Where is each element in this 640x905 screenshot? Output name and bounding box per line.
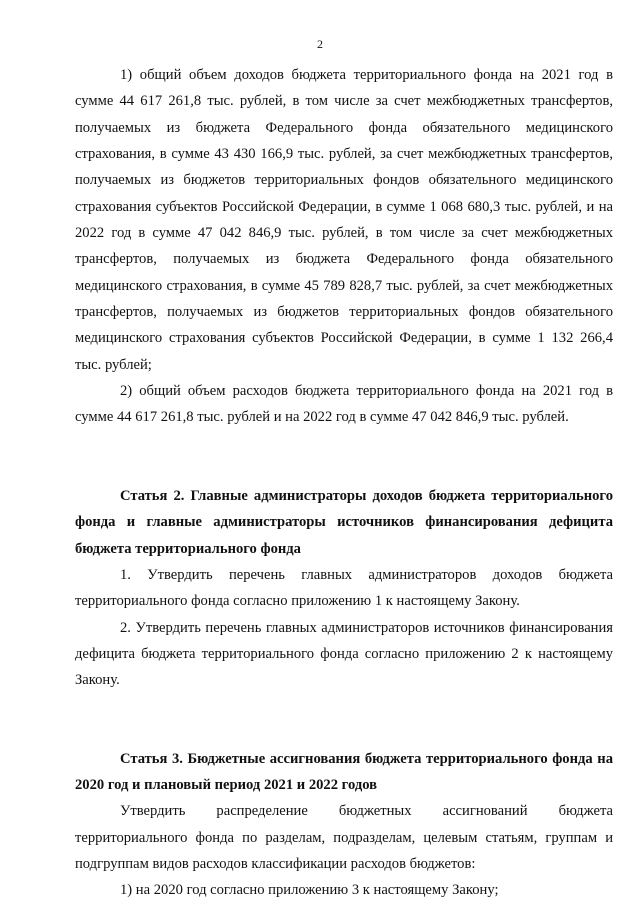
document-body [75, 62, 613, 904]
article-3-heading: Статья 3. Бюджетные ассигнования бюджета территориального фонда на 2020 год и плановый период 2021 и 2022 годов [75, 750, 613, 793]
article-3-item-1: 1) на 2020 год согласно приложению 3 к настоящему Закону; [120, 882, 499, 899]
section-spacer [75, 431, 613, 457]
article-2-item-1: 1. Утвердить перечень главных администраторов доходов бюджета территориального фонда согласно приложению 1 к настоящему Закону. [75, 566, 613, 610]
paragraph-expense-total: 2) общий объем расходов бюджета территориального фонда на 2021 год в сумме 44 617 261,8 тыс. рублей и на 2022 год в сумме 47 042 846,9 тыс. рублей. [75, 383, 613, 426]
article-2-heading: Статья 2. Главные администраторы доходов бюджета территориального фонда и главные администраторы источников финансирования дефицита бюджета территориального фонда [75, 487, 613, 557]
section-spacer [75, 694, 613, 720]
paragraph-revenue-total: 1) общий объем доходов бюджета территориального фонда на 2021 год в сумме 44 617 261,8 тыс. рублей, в том числе за счет межбюджетных трансфертов, получаемых из бюджета Федерального фонда обязательного медицинского страхования, в сумме 43 430 166,9 тыс. рублей, за счет межбюджетных трансфертов, получаемых из бюджетов территориальных фондов обязательного медицинского страхования субъектов Российской Федерации, в сумме 1 068 680,3 тыс. рублей, и на 2022 год в сумме 47 042 846,9 тыс. рублей, в том числе за счет межбюджетных трансфертов, получаемых из бюджета Федерального фонда обязательного медицинского страхования, в сумме 45 789 828,7 тыс. рублей, за счет межбюджетных трансфертов, получаемых из бюджетов территориальных фондов обязательного медицинского страхования субъектов Российской Федерации, в сумме 1 132 266,4 тыс. рублей; [75, 67, 613, 373]
article-3-intro: Утвердить распределение бюджетных ассигнований бюджета территориального фонда по разделам, подразделам, целевым статьям, группам и подгруппам видов расходов классификации расходов бюджетов: [75, 803, 613, 872]
article-2-item-2: 2. Утвердить перечень главных администраторов источников финансирования дефицита бюджета территориального фонда согласно приложению 2 к настоящему Закону. [75, 619, 613, 689]
page-number: 2 [317, 37, 323, 51]
section-spacer [75, 457, 613, 483]
section-spacer [75, 720, 613, 746]
